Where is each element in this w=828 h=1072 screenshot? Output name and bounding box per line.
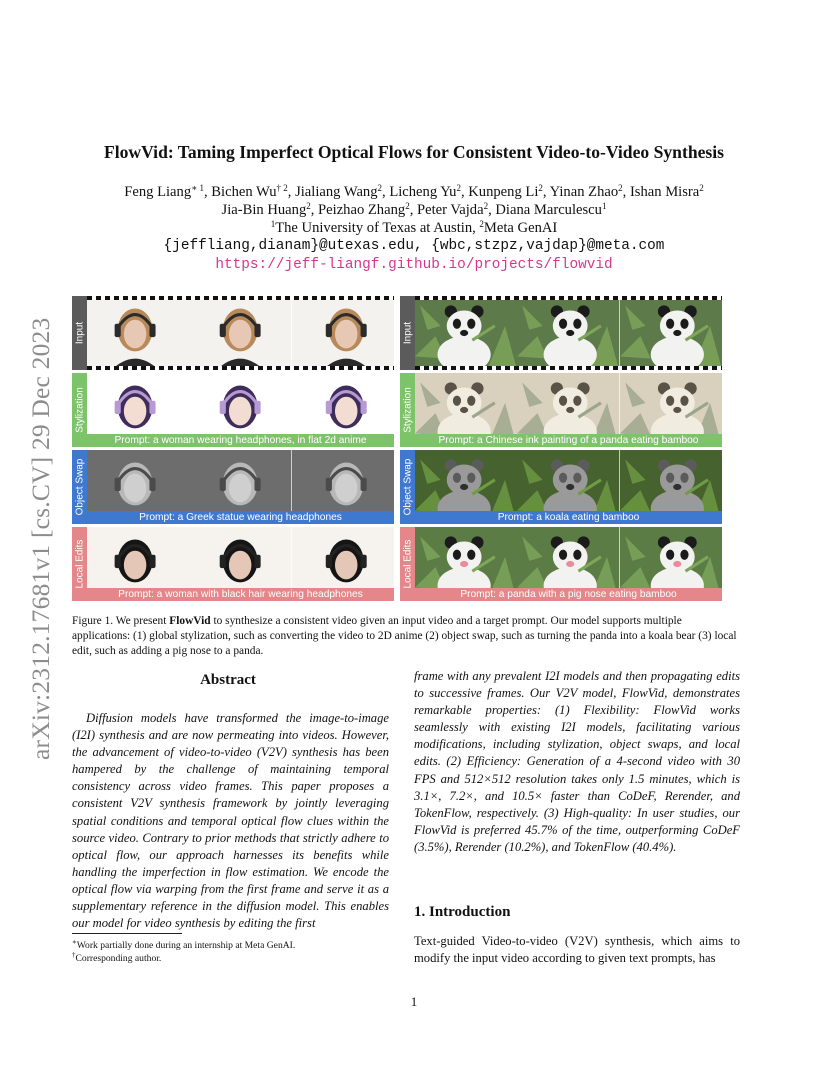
video-frame-image	[292, 296, 394, 370]
author-affiliation-mark: 1	[601, 201, 607, 211]
row-label	[400, 450, 415, 524]
author-affiliation-mark: 2	[306, 201, 311, 211]
figure-panel-left-row-1	[72, 296, 394, 370]
caption-lead: Figure 1. We present	[72, 615, 170, 627]
figure-panel-left-row-3	[72, 450, 394, 524]
paper-title: FlowVid: Taming Imperfect Optical Flows for Consistent Video-to-Video Synthesis	[103, 142, 724, 162]
prompt-bar: Prompt: a woman wearing headphones, in flat 2d anime	[87, 434, 394, 447]
author-affiliation-mark: 2	[699, 183, 704, 193]
abstract-text-right-column: frame with any prevalent I2I models and then propagating edits to successive frames. Our V2V model, FlowVid, demonstrates remarkable properties: (1) Flexibility: FlowVid works seamlessly with existing I2I models, facilitating various modifications, including stylization, object swaps, and local edits. (2) Efficiency: Generation of a 4-second video with 30 FPS and 512×512 resolution takes only 1.5 minutes, which is 3.1×, 7.2×, and 10.5× faster than CoDeF, Rerender, and TokenFlow, respectively. (3) High-quality: In user studies, our FlowVid is preferred 45.7% of the time, outperforming CoDeF (3.5%), Rerender (10.2%), and TokenFlow (40.4%).	[414, 669, 740, 854]
video-frames	[415, 296, 722, 370]
project-page-link[interactable]: https://jeff-liangf.github.io/projects/flowvid	[215, 257, 613, 273]
author-name: Ishan Misra	[629, 184, 700, 200]
row-label-text: Input	[402, 321, 413, 345]
figure-caption	[72, 614, 740, 659]
video-frames	[87, 296, 394, 370]
prompt-bar: Prompt: a koala eating bamboo	[415, 511, 722, 524]
author-affiliation-mark: 2	[377, 183, 383, 193]
row-label-text: Input	[74, 321, 85, 345]
figure-panel-right-row-3	[400, 450, 722, 524]
footnote-mark-2: †	[72, 951, 76, 959]
abstract-text-left-column: Diffusion models have transformed the image-to-image (I2I) synthesis and are now permeating into videos. However, the advancement of video-to-video (V2V) synthesis has been hampered by the challenge of maintaining temporal consistency across video frames. This paper proposes a consistent V2V synthesis framework by jointly leveraging spatial conditions and temporal optical flow clues within the source video. Contrary to prior methods that strictly adhere to optical flow, our approach harnesses its benefits while handling the imperfection in flow estimation. We encode the optical flow via warping from the first frame and serve it as a supplementary reference in the diffusion model. This enables our model for video synthesis by editing the first	[72, 711, 389, 931]
author-name: Peizhao Zhang	[318, 202, 406, 218]
affiliation-mark-1: 1	[270, 219, 276, 229]
author-affiliation-mark: 2	[538, 183, 543, 193]
affiliation-2: Meta GenAI	[483, 220, 558, 236]
prompt-bar: Prompt: a Chinese ink painting of a panda eating bamboo	[415, 434, 722, 447]
footnote-text-1: Work partially done during an internship at Meta GenAI.	[76, 940, 296, 951]
author-list-line-1: Feng Liang$^{∗ 1}$, Bichen Wu$^{\dagger 2}$, Jialiang Wang$^2$, Licheng Yu$^2$, Kunpeng Li$^2$, Yinan Zhao$^2$, Ishan Misra$^2$	[124, 183, 704, 200]
prompt-bar: Prompt: a panda with a pig nose eating bamboo	[415, 588, 722, 601]
row-label-text: Local Edits	[402, 539, 413, 589]
video-frame-image	[189, 296, 291, 370]
author-affiliation-mark: 2	[483, 201, 489, 211]
video-frame-image	[415, 296, 517, 370]
figure-panel-left-row-4	[72, 527, 394, 601]
row-label	[72, 296, 87, 370]
footnote-text-2: Corresponding author.	[75, 953, 162, 964]
prompt-bar: Prompt: a woman with black hair wearing headphones	[87, 588, 394, 601]
row-label	[400, 373, 415, 447]
row-label	[72, 450, 87, 524]
row-label	[72, 527, 87, 601]
footnote-1	[72, 939, 402, 952]
video-frame-image	[620, 296, 722, 370]
video-frame-image	[87, 296, 189, 370]
row-label	[400, 527, 415, 601]
affiliation-1: The University of Texas at Austin,	[275, 220, 480, 236]
author-name: Diana Marculescu	[495, 202, 602, 218]
affiliation-mark-2: 2	[479, 219, 484, 229]
author-name: Peter Vajda	[416, 202, 484, 218]
introduction-heading: 1. Introduction	[414, 904, 511, 920]
row-label-text: Stylization	[74, 387, 85, 433]
row-label	[400, 296, 415, 370]
row-label	[72, 373, 87, 447]
author-affiliation-mark: 2	[405, 201, 410, 211]
author-name: Kunpeng Li	[468, 184, 539, 200]
row-label-text: Local Edits	[74, 539, 85, 589]
filmstrip-border	[87, 366, 394, 370]
filmstrip-border	[415, 366, 722, 370]
footnote-divider	[72, 933, 182, 934]
author-affiliation-mark: 2	[618, 183, 623, 193]
footnote-2	[72, 952, 402, 965]
footnote-mark-1: ∗	[72, 938, 77, 946]
author-affiliation-mark: 2	[456, 183, 461, 193]
caption-text: to synthesize a consistent video given an input video and a target prompt. Our model supports multiple applications: (1) global stylization, such as converting the video to 2D anime (2) object swap, such as turning the panda into a koala bear (3) local edit, such as adding a pig nose to a panda.	[72, 615, 737, 657]
author-list-line-2: Jia-Bin Huang$^2$, Peizhao Zhang$^2$, Peter Vajda$^2$, Diana Marculescu$^1$	[221, 201, 607, 218]
filmstrip-border	[415, 296, 722, 300]
row-label-text: Stylization	[402, 387, 413, 433]
author-emails: {jeffliang,dianam}@utexas.edu, {wbc,stzpz,vajdap}@meta.com	[163, 238, 665, 254]
author-name: Licheng Yu	[389, 184, 457, 200]
affiliations	[40, 218, 788, 238]
figure-panel-right-row-4	[400, 527, 722, 601]
row-label-text: Object Swap	[74, 458, 85, 516]
figure-panel-right-row-1	[400, 296, 722, 370]
author-name: Yinan Zhao	[549, 184, 619, 200]
figure-panel-left-row-2	[72, 373, 394, 447]
introduction-text: Text-guided Video-to-video (V2V) synthesis, which aims to modify the input video according to given text prompts, has	[414, 934, 740, 966]
video-frame-image	[517, 296, 619, 370]
author-name: Jia-Bin Huang	[221, 202, 307, 218]
author-name: Jialiang Wang	[295, 184, 378, 200]
prompt-bar: Prompt: a Greek statue wearing headphones	[87, 511, 394, 524]
abstract-heading: Abstract	[200, 672, 256, 688]
author-affiliation-mark: ∗ 1	[191, 183, 204, 193]
teaser-figure	[72, 296, 726, 602]
filmstrip-border	[87, 296, 394, 300]
author-name: Feng Liang	[124, 184, 192, 200]
author-name: Bichen Wu	[211, 184, 277, 200]
row-label-text: Object Swap	[402, 458, 413, 516]
page-number: 1	[410, 994, 418, 1009]
caption-method-name: FlowVid	[169, 615, 211, 627]
figure-panel-right-row-2	[400, 373, 722, 447]
author-affiliation-mark: † 2	[276, 183, 288, 193]
arxiv-identifier-stamp: arXiv:2312.17681v1 [cs.CV] 29 Dec 2023	[26, 317, 55, 760]
